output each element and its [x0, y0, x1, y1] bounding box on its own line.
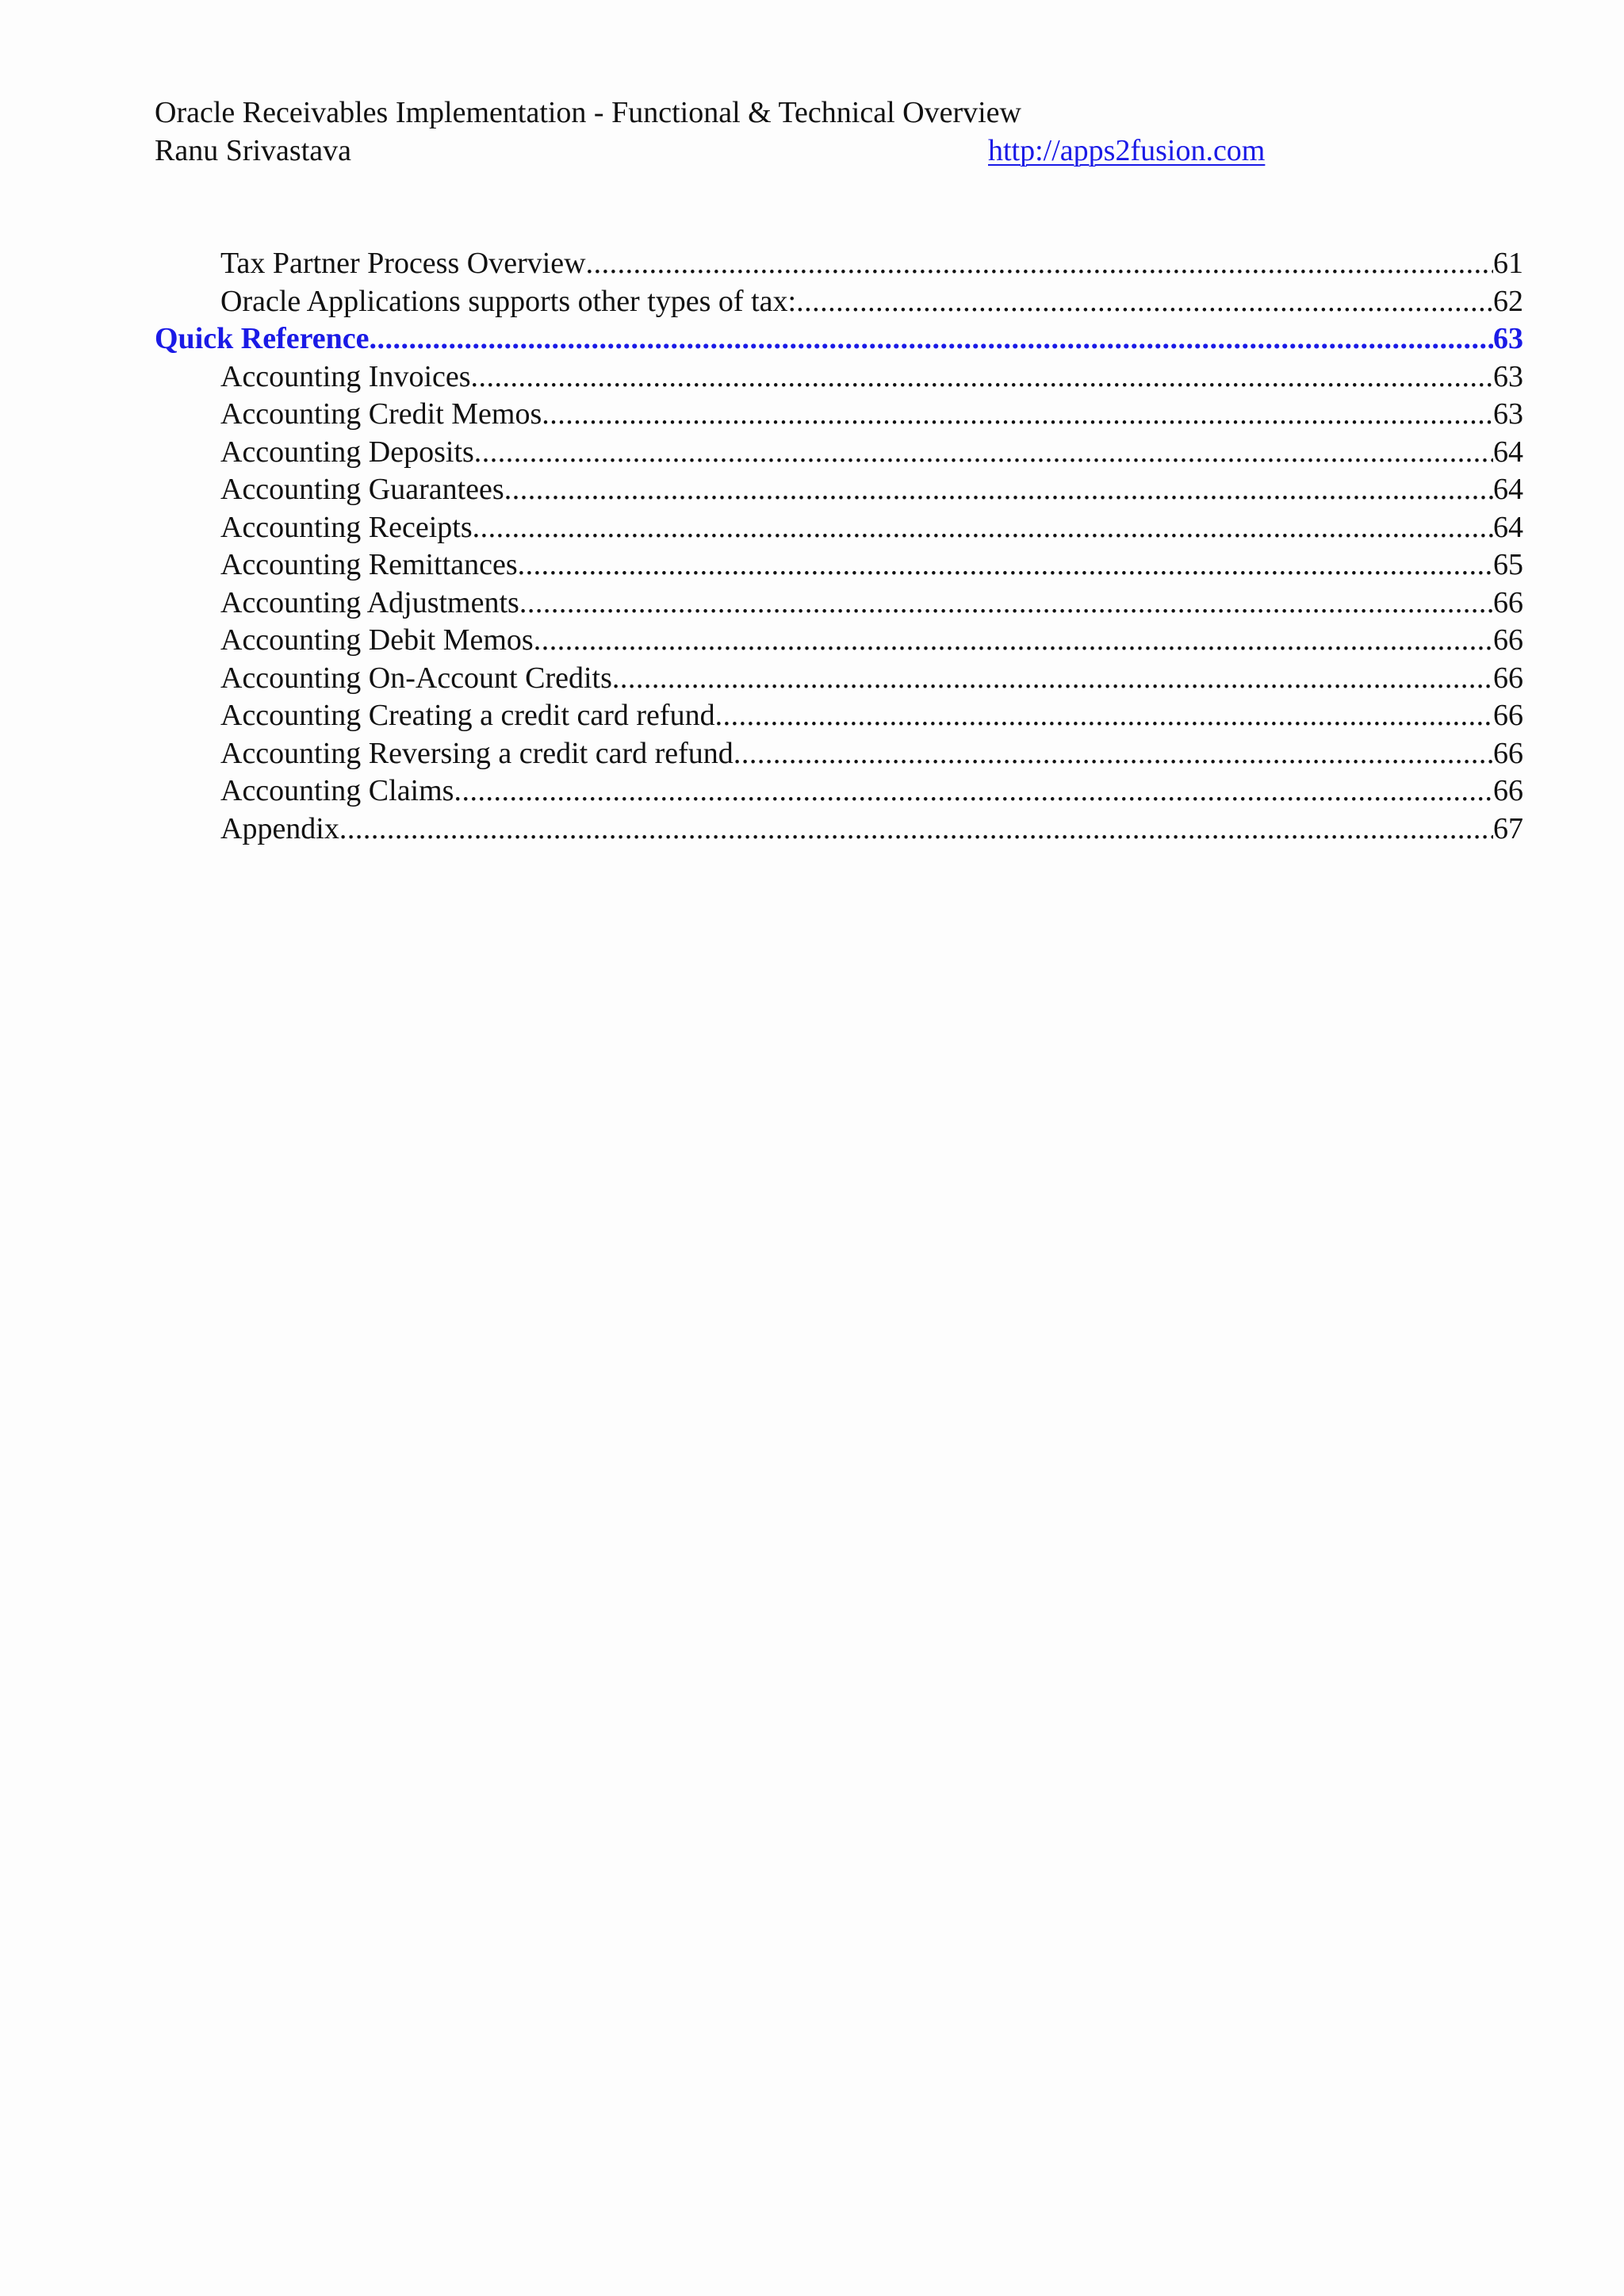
website-link[interactable]: http://apps2fusion.com — [988, 134, 1266, 167]
toc-entry[interactable] — [155, 509, 1523, 547]
toc-page-number: 64 — [1493, 510, 1523, 544]
toc-dot-leader — [715, 697, 1493, 735]
toc-dot-leader — [796, 283, 1493, 321]
toc-page-number: 62 — [1493, 284, 1523, 318]
toc-page-number: 63 — [1493, 397, 1523, 431]
toc-page-number: 64 — [1493, 473, 1523, 506]
toc-dot-leader — [733, 735, 1493, 773]
toc-dot-leader — [518, 546, 1493, 585]
toc-entry-title: Tax Partner Process Overview — [220, 247, 586, 280]
toc-entry-title: Accounting Reversing a credit card refund — [220, 736, 733, 770]
toc-entry-title: Accounting On-Account Credits — [220, 661, 612, 695]
toc-dot-leader — [454, 772, 1493, 811]
toc-dot-leader — [519, 585, 1493, 623]
toc-entry-title: Accounting Claims — [220, 774, 454, 807]
toc-entry-title: Accounting Invoices — [220, 359, 471, 393]
toc-entry[interactable] — [155, 358, 1523, 397]
page-header — [155, 94, 1289, 170]
toc-page-number: 64 — [1493, 435, 1523, 469]
toc-dot-leader — [504, 471, 1493, 509]
header-author-row — [155, 132, 1289, 170]
toc-entry[interactable] — [155, 283, 1523, 321]
toc-entry[interactable] — [155, 585, 1523, 623]
toc-entry[interactable] — [155, 434, 1523, 472]
toc-entry-title: Oracle Applications supports other types of tax: — [220, 284, 797, 318]
toc-page-number: 63 — [1493, 359, 1523, 393]
toc-page-number: 65 — [1493, 548, 1523, 581]
toc-entry[interactable] — [155, 245, 1523, 283]
header-title-row — [155, 94, 1289, 132]
toc-entry-title: Accounting Deposits — [220, 435, 474, 469]
toc-entry[interactable] — [155, 697, 1523, 735]
toc-entry-title: Appendix — [220, 811, 339, 845]
toc-section-heading[interactable] — [155, 320, 1523, 358]
toc-entry-title: Accounting Creating a credit card refund — [220, 699, 715, 732]
toc-entry[interactable] — [155, 396, 1523, 434]
toc-entry[interactable] — [155, 546, 1523, 585]
toc-entry-title: Accounting Receipts — [220, 510, 473, 544]
toc-dot-leader — [370, 320, 1494, 358]
toc-entry[interactable] — [155, 471, 1523, 509]
toc-entry[interactable] — [155, 772, 1523, 811]
toc-page-number: 66 — [1493, 774, 1523, 807]
toc-dot-leader — [339, 811, 1493, 849]
toc-page-number: 61 — [1493, 247, 1523, 280]
toc-entry-title: Accounting Guarantees — [220, 473, 504, 506]
toc-page-number: 63 — [1493, 322, 1523, 355]
toc-dot-leader — [586, 245, 1493, 283]
author-name: Ranu Srivastava — [155, 134, 352, 167]
document-title: Oracle Receivables Implementation - Functional & Technical Overview — [155, 96, 1021, 129]
toc-dot-leader — [542, 396, 1493, 434]
toc-page-number: 66 — [1493, 736, 1523, 770]
toc-page-number: 66 — [1493, 623, 1523, 657]
toc-entry-title: Accounting Remittances — [220, 548, 518, 581]
toc-dot-leader — [534, 622, 1493, 660]
toc-dot-leader — [471, 358, 1493, 397]
toc-page-number: 66 — [1493, 699, 1523, 732]
toc-entry[interactable] — [155, 811, 1523, 849]
toc-page-number: 66 — [1493, 585, 1523, 619]
toc-page-number: 66 — [1493, 661, 1523, 695]
toc-dot-leader — [612, 660, 1493, 698]
toc-dot-leader — [473, 509, 1493, 547]
toc-entry[interactable] — [155, 660, 1523, 698]
toc-dot-leader — [474, 434, 1493, 472]
toc-page-number: 67 — [1493, 811, 1523, 845]
toc-entry[interactable] — [155, 735, 1523, 773]
toc-entry[interactable] — [155, 622, 1523, 660]
toc-entry-title: Accounting Credit Memos — [220, 397, 542, 431]
toc-entry-title: Quick Reference — [155, 322, 370, 355]
toc-entry-title: Accounting Adjustments — [220, 585, 519, 619]
toc-entry-title: Accounting Debit Memos — [220, 623, 534, 657]
table-of-contents — [155, 245, 1523, 848]
